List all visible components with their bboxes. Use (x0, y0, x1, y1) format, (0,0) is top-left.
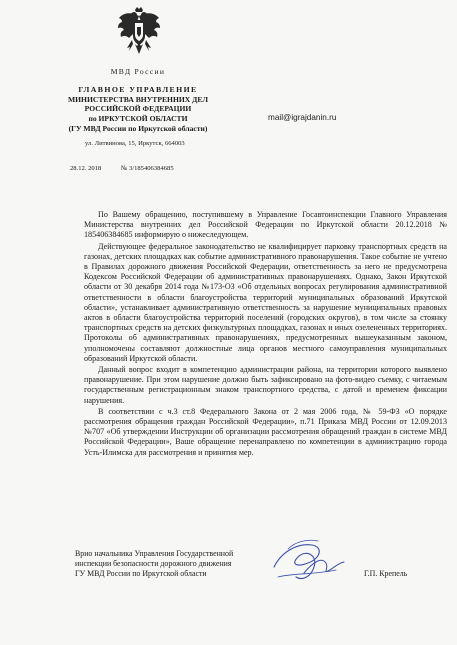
signatory-name: Г.П. Крепель (364, 569, 408, 578)
letter-number: № 3/185406384685 (121, 165, 174, 172)
position-line-1: Врио начальника Управления Государственной (75, 549, 234, 558)
body-paragraph-1: По Вашему обращению, поступившему в Управление Госавтоинспекции Главного Управления Министерства внутренних дел Российской Федерации по Иркутской области 20.12.2018 № 185406384685 информирую о нижеследующем. (84, 210, 447, 240)
letter-date: 28.12. 2018 (70, 165, 102, 172)
handwritten-signature (268, 537, 348, 587)
position-line-2: инспекции безопасности дорожного движения (75, 559, 232, 568)
position-line-3: ГУ МВД России по Иркутской области (75, 569, 207, 578)
dept-line-1: ГЛАВНОЕ УПРАВЛЕНИЕ (78, 85, 198, 94)
dept-line-2: МИНИСТЕРСТВА ВНУТРЕННИХ ДЕЛ (67, 95, 208, 104)
dept-line-3: РОССИЙСКОЙ ФЕДЕРАЦИИ (84, 104, 192, 113)
body-paragraph-4: В соответствии с ч.3 ст.8 Федерального Закона от 2 мая 2006 года, № 59-ФЗ «О порядке рассмотрения обращения граждан Российской Федерации», п.71 Приказа МВД России от 12.09.2013 №707 «Об утверждении Инструкции об организации рассмотрения обращений граждан в системе МВД Российской Федерации», Ваше обращение перенаправлено по компетенции в администрацию города Усть-Илимска для рассмотрения и принятия мер. (84, 406, 447, 457)
addressee-email: mail@igrajdanin.ru (268, 113, 337, 122)
body-paragraph-2: Действующее федеральное законодательство не квалифицирует парковку транспортных средств на газонах, детских площадках как событие административного правонарушения. Такое событие не учтено в Правилах дорожного движения Российской Федерации, ответственность за него не предусмотрена Кодексом Российской Федерации об административных правонарушениях. Однако, Закон Иркутской области от 30 декабря 2014 года №173-ОЗ «Об отдельных вопросах регулирования административной ответственности в области благоустройства территорий муниципальных образований Иркутской области», устанавливает административную ответственность за нарушение муниципальных правовых актов в области благоустройства территорий поселений (городских округов), в том числе за стоянку транспортных средств на детских физкультурных площадках, газонах и иных озелененных территориях. Протоколы об административных правонарушениях, предусмотренных вышеуказанным законом, уполномочены составляют должностные лица органов местного самоуправления муниципальных образований Иркутской области. (84, 241, 447, 363)
sender-address: ул. Литвинова, 15, Иркутск, 664003 (85, 140, 185, 147)
org-name: МВД России (110, 67, 166, 76)
dept-line-5: (ГУ МВД России по Иркутской области) (68, 124, 208, 133)
body-paragraph-3: Данный вопрос входит в компетенцию администрации района, на территории которого выявлено правонарушение. При этом нарушение должно быть зафиксировано на фото-видео съемку, с читаемым государственным регистрационным знаком транспортного средства, с датой и временем фиксации нарушения. (84, 365, 447, 405)
signatory-position (75, 549, 233, 579)
dept-line-4: по ИРКУТСКОЙ ОБЛАСТИ (88, 114, 188, 123)
double-headed-eagle-emblem-icon (116, 6, 162, 62)
letter-body (84, 210, 447, 459)
